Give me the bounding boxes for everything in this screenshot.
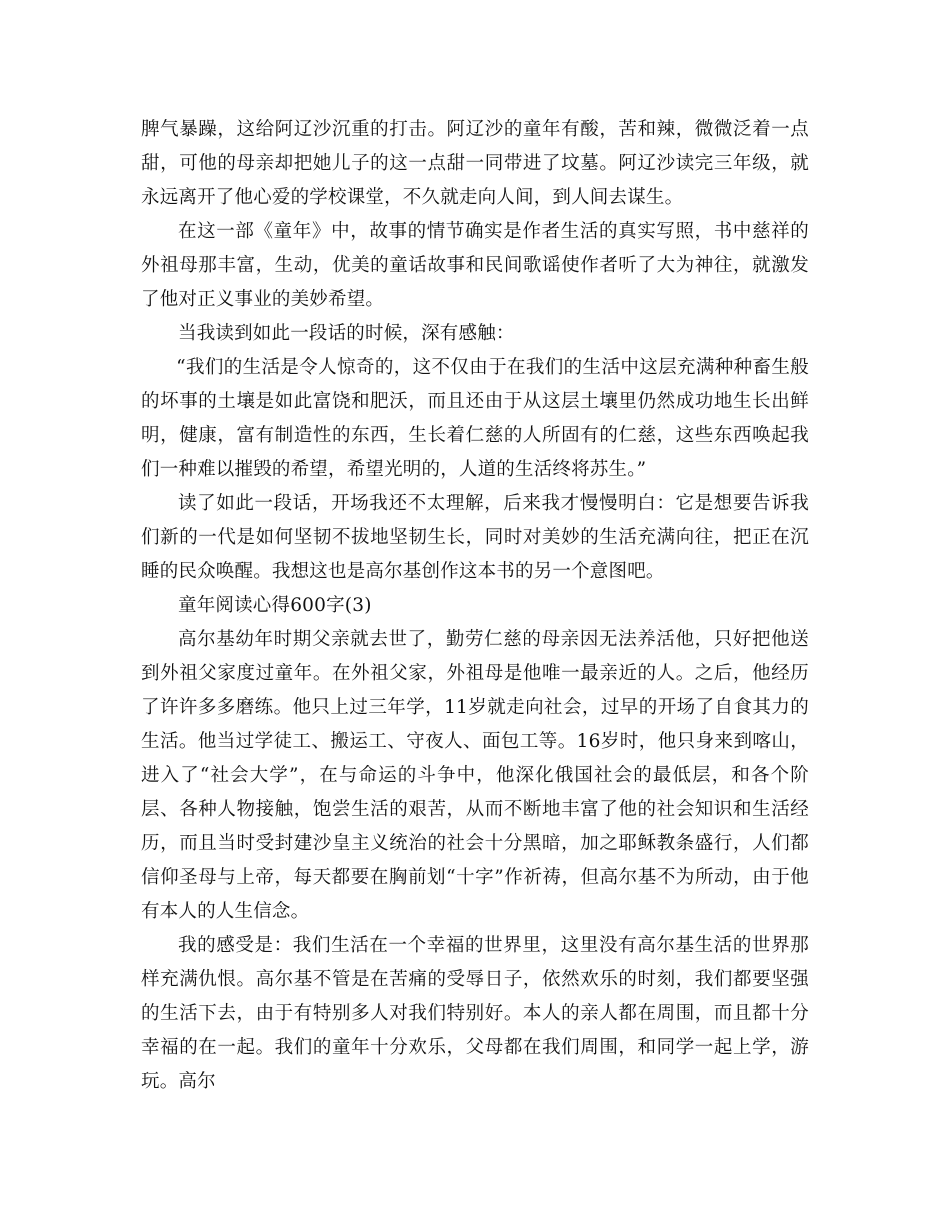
paragraph-quote-interpretation: 读了如此一段话，开场我还不太理解，后来我才慢慢明白：它是想要告诉我们新的一代是如何坚韧不拔地坚韧生长，同时对美妙的生活充满向往，把正在沉睡的民众唤醒。我想这也是高尔基创作这本书的另一个意图吧。 bbox=[141, 493, 809, 582]
section-heading: 童年阅读心得600字(3) bbox=[178, 595, 372, 616]
paragraph-childhood-reflection: 在这一部《童年》中，故事的情节确实是作者生活的真实写照，书中慈祥的外祖母那丰富，生动，优美的童话故事和民间歌谣使作者听了大为神往，就激发了他对正义事业的美妙希望。 bbox=[141, 221, 809, 310]
paragraph-continuation: 脾气暴躁，这给阿辽沙沉重的打击。阿辽沙的童年有酸，苦和辣，微微泛着一点甜，可他的母亲却把她儿子的这一点甜一同带进了坟墓。阿辽沙读完三年级，就永远离开了他心爱的学校课堂，不久就走向人间，到人间去谋生。 bbox=[141, 119, 809, 208]
paragraph-quote-intro: 当我读到如此一段话的时候，深有感触： bbox=[178, 323, 515, 344]
paragraph-personal-feeling: 我的感受是：我们生活在一个幸福的世界里，这里没有高尔基生活的世界那样充满仇恨。高尔基不管是在苦痛的受辱日子，依然欢乐的时刻，我们都要坚强的生活下去，由于有特别多人对我们特别好。本人的亲人都在周围，而且都十分幸福的在一起。我们的童年十分欢乐，父母都在我们周围，和同学一起上学，游玩。高尔 bbox=[141, 935, 809, 1092]
paragraph-gorky-biography: 高尔基幼年时期父亲就去世了，勤劳仁慈的母亲因无法养活他，只好把他送到外祖父家度过童年。在外祖父家，外祖母是他唯一最亲近的人。之后，他经历了许许多多磨练。他只上过三年学，11岁就走向社会，过早的开场了自食其力的生活。他当过学徒工、搬运工、守夜人、面包工等。16岁时，他只身来到喀山，进入了“社会大学”，在与命运的斗争中，他深化俄国社会的最低层，和各个阶层、各种人物接触，饱尝生活的艰苦，从而不断地丰富了他的社会知识和生活经历，而且当时受封建沙皇主义统治的社会十分黑暗，加之耶稣教条盛行，人们都信仰圣母与上帝，每天都要在胸前划“十字”作祈祷，但高尔基不为所动，由于他有本人的人生信念。 bbox=[141, 629, 809, 922]
document-page bbox=[141, 113, 809, 1099]
paragraph-quotation: “我们的生活是令人惊奇的，这不仅由于在我们的生活中这层充满种种畜生般的坏事的土壤是如此富饶和肥沃，而且还由于从这层土壤里仍然成功地生长出鲜明，健康，富有制造性的东西，生长着仁慈的人所固有的仁慈，这些东西唤起我们一种难以摧毁的希望，希望光明的，人道的生活终将苏生。” bbox=[141, 357, 809, 480]
